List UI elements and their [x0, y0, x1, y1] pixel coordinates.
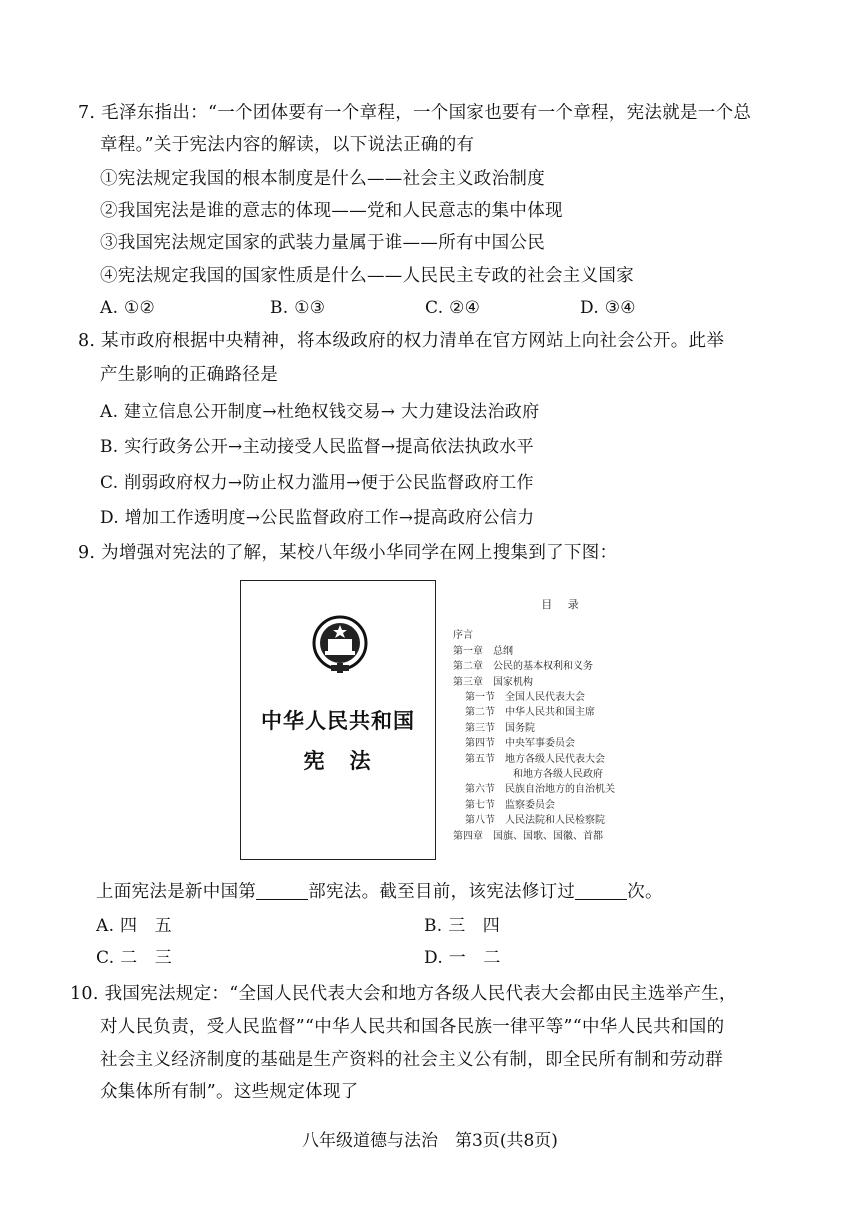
q7-option-c[interactable]: C. ②④: [425, 298, 481, 318]
toc-item: 第二节 中华人民共和国主席: [465, 707, 595, 719]
toc-item: 第六节 民族自治地方的自治机关: [465, 784, 615, 796]
q8-option-b[interactable]: B. 实行政务公开→主动接受人民监督→提高依法执政水平: [100, 437, 534, 457]
q10-line-4: 众集体所有制”。这些规定体现了: [100, 1082, 359, 1102]
q9-option-b[interactable]: B. 三 四: [424, 916, 501, 936]
q7-option-d[interactable]: D. ③④: [580, 298, 636, 318]
constitution-book-cover: [240, 580, 436, 860]
q7-stem-line2: 章程。”关于宪法内容的解读，以下说法正确的有: [100, 135, 475, 155]
q7-item-3: ③我国宪法规定国家的武装力量属于谁——所有中国公民: [100, 233, 545, 253]
toc-item: 第五节 地方各级人民代表大会: [465, 753, 605, 765]
q9-fill-sentence: [96, 880, 663, 904]
toc-item: 第一章 总纲: [453, 645, 513, 657]
q9-fill-text-2: 部宪法。截至目前，该宪法修订过: [308, 882, 576, 902]
q9-option-a[interactable]: A. 四 五: [96, 916, 172, 936]
q8-option-d[interactable]: D. 增加工作透明度→公民监督政府工作→提高政府公信力: [100, 508, 535, 528]
q9-option-c[interactable]: C. 二 三: [96, 948, 173, 968]
national-emblem-icon: [311, 615, 369, 675]
q10-line-1: 10. 我国宪法规定：“全国人民代表大会和地方各级人民代表大会都由民主选举产生，: [70, 984, 737, 1004]
toc-heading: 目 录: [541, 598, 585, 611]
q7-item-2: ②我国宪法是谁的意志的体现——党和人民意志的集中体现: [100, 201, 563, 221]
q7-option-a[interactable]: A. ①②: [100, 298, 156, 318]
q9-fill-text-3: 次。: [627, 882, 663, 902]
toc-item: 第四章 国旗、国歌、国徽、首都: [453, 830, 603, 842]
toc-item: 序言: [453, 630, 473, 642]
page-footer: 八年级道德与法治 第3页(共8页): [302, 1131, 558, 1151]
q8-option-c[interactable]: C. 削弱政府权力→防止权力滥用→便于公民监督政府工作: [100, 473, 534, 493]
q7-stem-line1: 7. 毛泽东指出：“一个团体要有一个章程，一个国家也要有一个章程，宪法就是一个总: [78, 103, 752, 123]
book-title-country: 中华人民共和国: [261, 708, 415, 733]
toc-item: 第一节 全国人民代表大会: [465, 692, 585, 704]
q10-line-3: 社会主义经济制度的基础是生产资料的社会主义公有制，即全民所有制和劳动群: [100, 1050, 723, 1070]
q10-line-2: 对人民负责，受人民监督”“中华人民共和国各民族一律平等”“中华人民共和国的: [100, 1017, 725, 1037]
q9-stem: 9. 为增强对宪法的了解，某校八年级小华同学在网上搜集到了下图：: [78, 543, 618, 563]
q7-item-1: ①宪法规定我国的根本制度是什么——社会主义政治制度: [100, 169, 545, 189]
book-title-constitution: 宪 法: [303, 748, 373, 773]
toc-item: 和地方各级人民政府: [513, 769, 603, 781]
toc-item: 第二章 公民的基本权利和义务: [453, 661, 593, 673]
toc-item: 第八节 人民法院和人民检察院: [465, 815, 605, 827]
q7-option-b[interactable]: B. ①③: [270, 298, 326, 318]
toc-item: 第四节 中央军事委员会: [465, 738, 575, 750]
q9-blank-2[interactable]: [575, 881, 627, 900]
q9-option-d[interactable]: D. 一 二: [424, 948, 501, 968]
q8-stem-line2: 产生影响的正确路径是: [100, 365, 278, 385]
table-of-contents: [453, 597, 653, 844]
q9-blank-1[interactable]: [256, 881, 308, 900]
q9-fill-text-1: 上面宪法是新中国第: [96, 882, 257, 902]
q8-stem-line1: 8. 某市政府根据中央精神，将本级政府的权力清单在官方网站上向社会公开。此举: [78, 331, 725, 351]
toc-item: 第三章 国家机构: [453, 676, 533, 688]
q7-item-4: ④宪法规定我国的国家性质是什么——人民民主专政的社会主义国家: [100, 266, 634, 286]
q8-option-a[interactable]: A. 建立信息公开制度→杜绝权钱交易→ 大力建设法治政府: [100, 402, 540, 422]
toc-item: 第三节 国务院: [465, 722, 535, 734]
toc-item: 第七节 监察委员会: [465, 799, 555, 811]
